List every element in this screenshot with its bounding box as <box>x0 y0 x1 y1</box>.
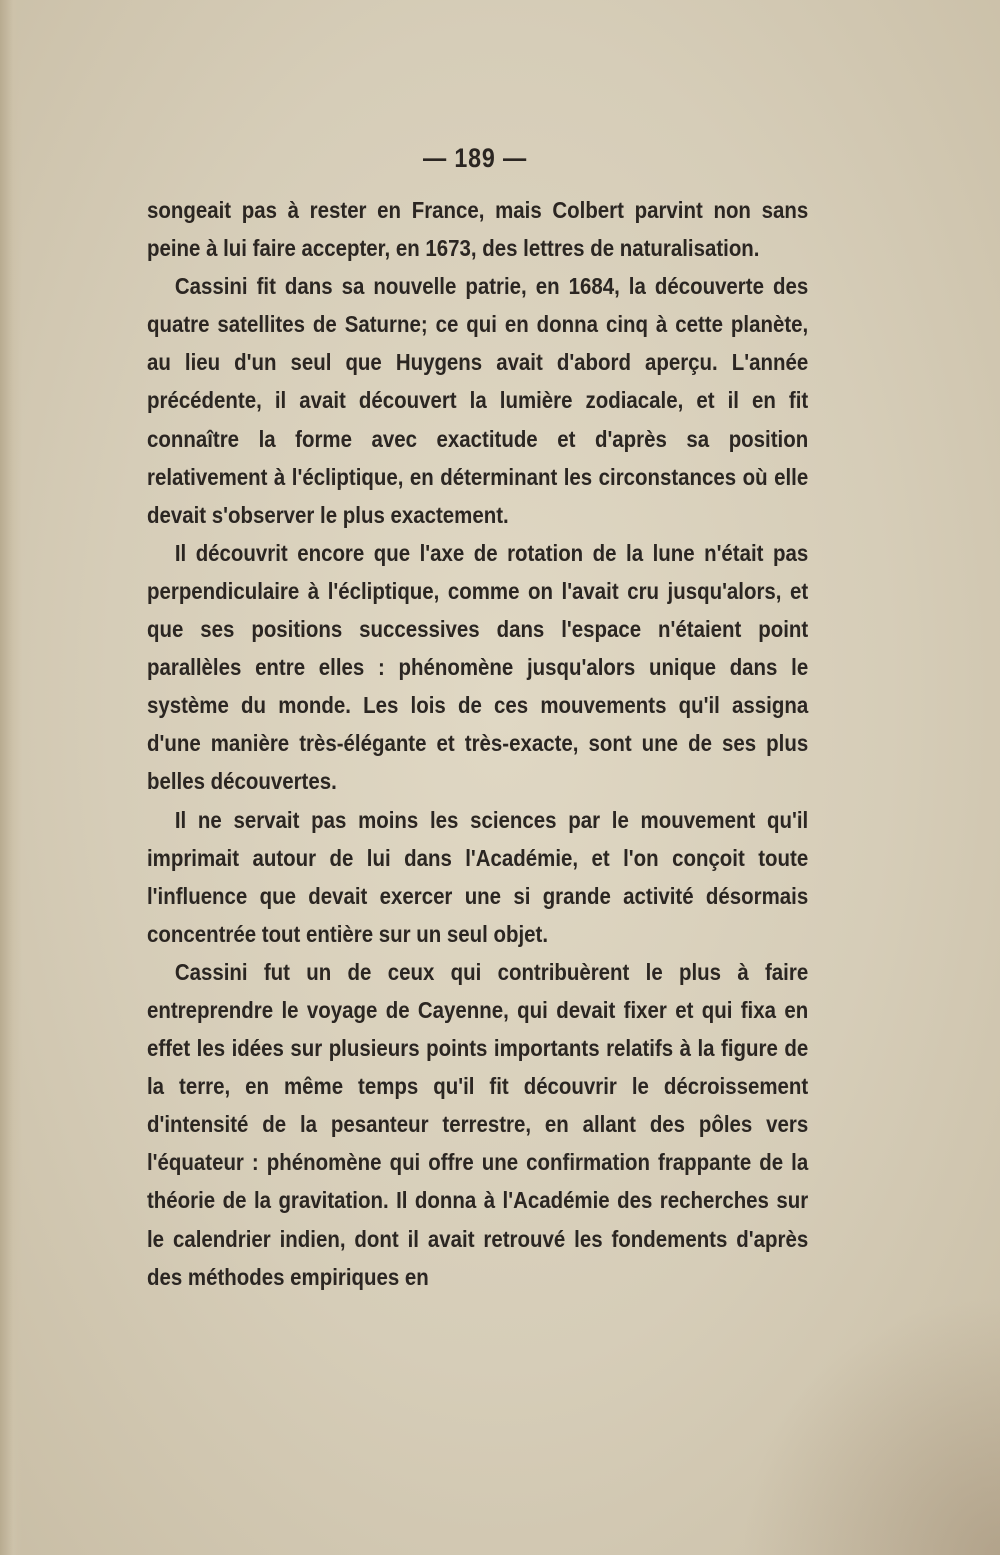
paragraph-3: Il découvrit encore que l'axe de rotation de la lune n'était pas perpendiculaire à l'écliptique, comme on l'avait cru jusqu'alors, et que ses positions successives dans l'espace n'étaient point parallèles entre elles : phénomène jusqu'alors unique dans le système du monde. Les lois de ces mouvements qu'il assigna d'une manière très-élégante et très-exacte, sont une de ses plus belles découvertes. <box>147 539 809 795</box>
paragraph-1: songeait pas à rester en France, mais Colbert parvint non sans peine à lui faire accepter, en 1673, des lettres de naturalisation. <box>147 197 809 262</box>
paragraph-4: Il ne servait pas moins les sciences par le mouvement qu'il imprimait autour de lui dans l'Académie, et l'on conçoit toute l'influence que devait exercer une si grande activité désormais concentrée tout entière sur un seul objet. <box>147 806 809 947</box>
paragraph-5: Cassini fut un de ceux qui contribuèrent le plus à faire entreprendre le voyage de Cayenne, qui devait fixer et qui fixa en effet les idées sur plusieurs points importants relatifs à la figure de la terre, en même temps qu'il fit découvrir le décroissement d'intensité de la pesanteur terrestre, en allant des pôles vers l'équateur : phénomène qui offre une confirmation frappante de la théorie de la gravitation. Il donna à l'Académie des recherches sur le calendrier indien, dont il avait retrouvé les fondements d'après des méthodes empiriques en <box>147 958 809 1290</box>
page-left-edge-shadow <box>0 0 22 1555</box>
page-number: — 189 — <box>422 143 528 173</box>
paragraph-2: Cassini fit dans sa nouvelle patrie, en 1684, la découverte des quatre satellites de Saturne; ce qui en donna cinq à cette planète, au lieu d'un seul que Huygens avait d'abord aperçu. L'année précédente, il avait découvert la lumière zodiacale, et il en fit connaître la forme avec exactitude et d'après sa position relativement à l'écliptique, en déterminant les circonstances où elle devait s'observer le plus exactement. <box>147 273 809 528</box>
body-text <box>147 191 808 1296</box>
page-corner-stain <box>740 1295 1000 1555</box>
